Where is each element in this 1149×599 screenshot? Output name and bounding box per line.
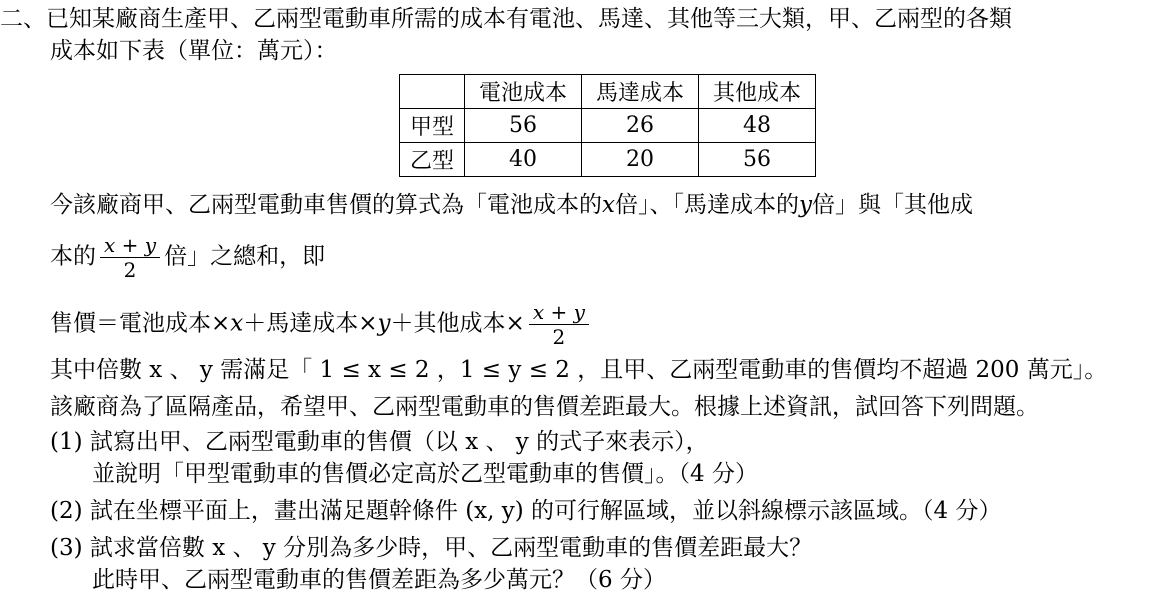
variable-y: y bbox=[377, 310, 391, 337]
table-header-cell bbox=[400, 75, 465, 109]
table-cell: 40 bbox=[465, 143, 582, 177]
question-3: (3) 試求當倍數 x 、 y 分別為多少時，甲、乙兩型電動車的售價差距最大？ bbox=[50, 535, 813, 561]
problem-intro-line-2: 成本如下表（單位：萬元）： bbox=[50, 38, 338, 64]
table-cell: 56 bbox=[465, 109, 582, 143]
table-cell: 56 bbox=[699, 143, 816, 177]
fraction-x-plus-y-over-2 bbox=[529, 300, 589, 349]
table-row bbox=[400, 109, 816, 143]
cost-table bbox=[399, 74, 816, 177]
constraint-line-1: 其中倍數 x 、 y 需滿足「 1 ≤ x ≤ 2 ，1 ≤ y ≤ 2 ，且甲、乙兩型電動車的售價均不超過 200 萬元」。 bbox=[50, 357, 1108, 383]
question-2: (2) 試在坐標平面上，畫出滿足題幹條件 (x, y) 的可行解區域，並以斜線標示該區域。（4 分） bbox=[50, 498, 1002, 524]
table-header-cell: 電池成本 bbox=[465, 75, 582, 109]
problem-intro-text: 已知某廠商生產甲、乙兩型電動車所需的成本有電池、馬達、其他等三大類，甲、乙兩型的各類 bbox=[46, 6, 1012, 32]
table-row bbox=[400, 143, 816, 177]
variable-x: x bbox=[602, 192, 615, 218]
fraction-numerator: x + y bbox=[100, 233, 160, 258]
constraint-line-2: 該廠商為了區隔產品，希望甲、乙兩型電動車的售價差距最大。根據上述資訊，試回答下列問題。 bbox=[50, 394, 1039, 420]
variable-y: y bbox=[798, 192, 812, 218]
problem-intro-line-1 bbox=[0, 4, 1012, 34]
pricing-text: 倍」之總和，即 bbox=[164, 243, 326, 270]
table-row-label: 甲型 bbox=[400, 109, 465, 143]
fraction-numerator: x + y bbox=[529, 300, 589, 325]
fraction-denominator: 2 bbox=[123, 258, 137, 282]
pricing-line-2 bbox=[50, 233, 325, 282]
price-formula bbox=[50, 300, 593, 349]
table-cell: 48 bbox=[699, 109, 816, 143]
problem-number: 二、 bbox=[0, 6, 46, 32]
question-1-continuation: 並說明「甲型電動車的售價必定高於乙型電動車的售價」。（4 分） bbox=[92, 461, 758, 487]
pricing-text: 倍」與「其他成 bbox=[811, 192, 973, 218]
table-cell: 20 bbox=[582, 143, 699, 177]
fraction-denominator: 2 bbox=[552, 325, 566, 349]
pricing-text: 倍」、「馬達成本的 bbox=[614, 192, 799, 218]
fraction-x-plus-y-over-2 bbox=[100, 233, 160, 282]
question-1: (1) 試寫出甲、乙兩型電動車的售價（以 x 、 y 的式子來表示）， bbox=[50, 429, 709, 455]
pricing-line-1 bbox=[50, 190, 973, 220]
pricing-text: 今該廠商甲、乙兩型電動車售價的算式為「電池成本的 bbox=[50, 192, 602, 218]
question-3-continuation: 此時甲、乙兩型電動車的售價差距為多少萬元？（6 分） bbox=[92, 567, 666, 593]
table-header-cell: 馬達成本 bbox=[582, 75, 699, 109]
formula-text: ＋馬達成本× bbox=[243, 310, 378, 337]
formula-text: 售價＝電池成本× bbox=[50, 310, 231, 337]
table-cell: 26 bbox=[582, 109, 699, 143]
pricing-text: 本的 bbox=[50, 243, 96, 270]
variable-x: x bbox=[230, 310, 244, 337]
table-row-label: 乙型 bbox=[400, 143, 465, 177]
table-header-row bbox=[400, 75, 816, 109]
table-header-cell: 其他成本 bbox=[699, 75, 816, 109]
formula-text: ＋其他成本× bbox=[390, 310, 525, 337]
